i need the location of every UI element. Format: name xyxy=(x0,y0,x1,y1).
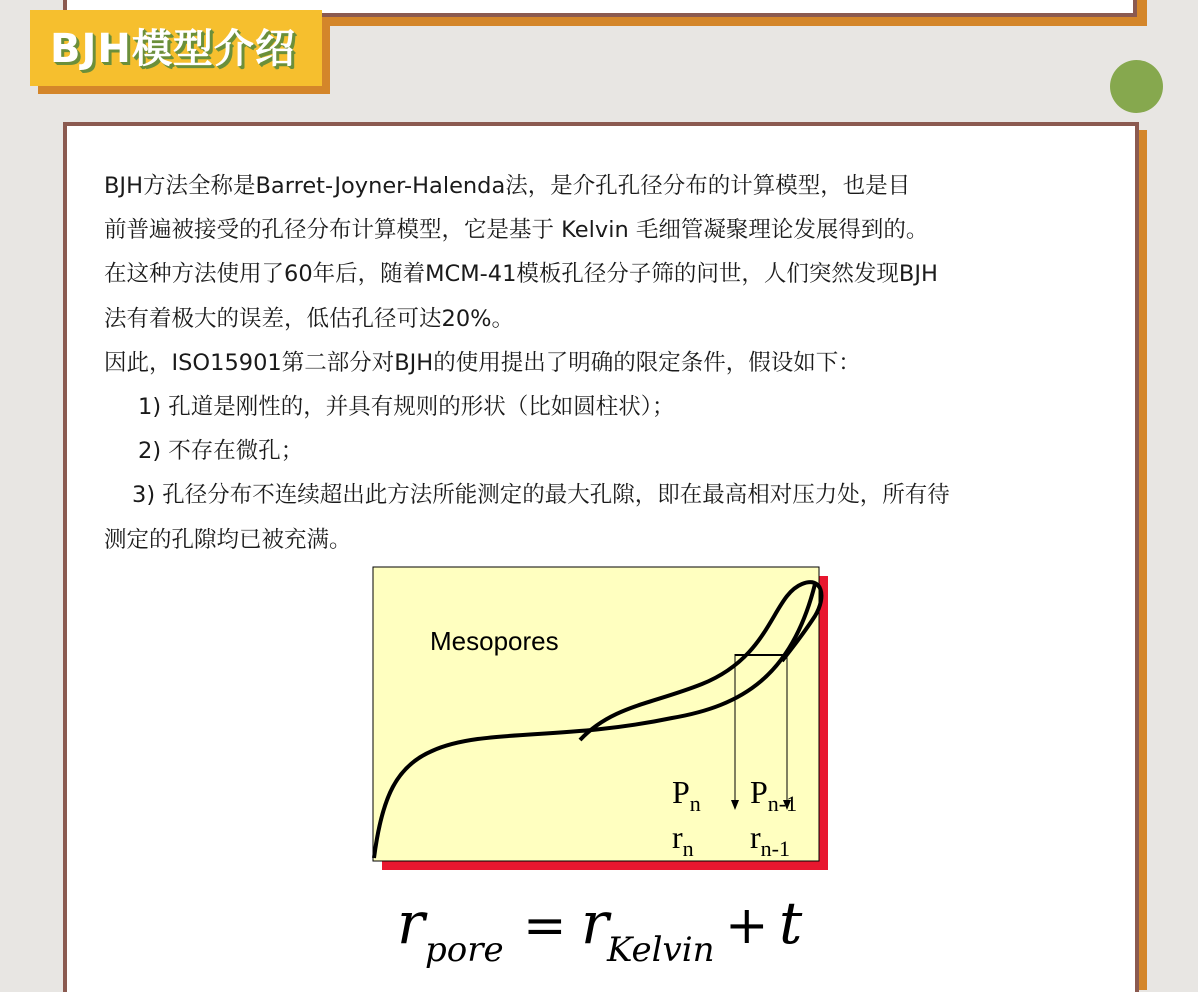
assumption-3: 3) 孔径分布不连续超出此方法所能测定的最大孔隙，即在最高相对压力处，所有待 xyxy=(132,482,950,509)
formula-plus: + xyxy=(725,896,769,956)
text-line: 因此，ISO15901第二部分对BJH的使用提出了明确的限定条件，假设如下： xyxy=(104,349,861,376)
bjh-formula xyxy=(395,885,815,975)
rn1-label: $r_{n-1}$ xyxy=(750,819,790,861)
green-dot-decoration xyxy=(1110,60,1163,113)
assumption-2: 2) 不存在微孔； xyxy=(138,438,304,465)
text-line: 前普遍被接受的孔径分布计算模型，它是基于 Kelvin 毛细管凝聚理论发展得到的。 xyxy=(104,217,929,244)
formula-t: t xyxy=(779,889,803,957)
page-title: BJH模型介绍 xyxy=(50,26,296,72)
text-line: 测定的孔隙均已被充满。 xyxy=(104,526,352,553)
pn1-label: $P_{n-1}$ xyxy=(750,774,798,816)
formula-sub-pore: pore xyxy=(425,930,504,970)
text-line: 法有着极大的误差，低估孔径可达20%。 xyxy=(104,305,515,332)
mesopores-label: Mesopores xyxy=(430,626,559,656)
figure-background xyxy=(373,567,819,861)
step-box xyxy=(735,654,787,656)
isotherm-figure xyxy=(372,566,830,872)
assumption-1: 1) 孔道是刚性的，并具有规则的形状（比如圆柱状）； xyxy=(138,394,675,421)
formula-sub-kelvin: Kelvin xyxy=(607,930,715,970)
formula-r-kelvin: r xyxy=(581,889,609,957)
formula-equals: = xyxy=(523,896,567,956)
formula-r-pore: r xyxy=(397,889,425,957)
pn-label: $P_n$ xyxy=(672,774,701,816)
description-paragraph xyxy=(104,164,1104,562)
text-line: BJH方法全称是Barret-Joyner-Halenda法，是介孔孔径分布的计算模型，也是目 xyxy=(104,173,911,199)
rn-label: $r_n$ xyxy=(672,819,694,861)
text-line: 在这种方法使用了60年后，随着MCM-41模板孔径分子筛的问世，人们突然发现BJH xyxy=(104,261,938,288)
